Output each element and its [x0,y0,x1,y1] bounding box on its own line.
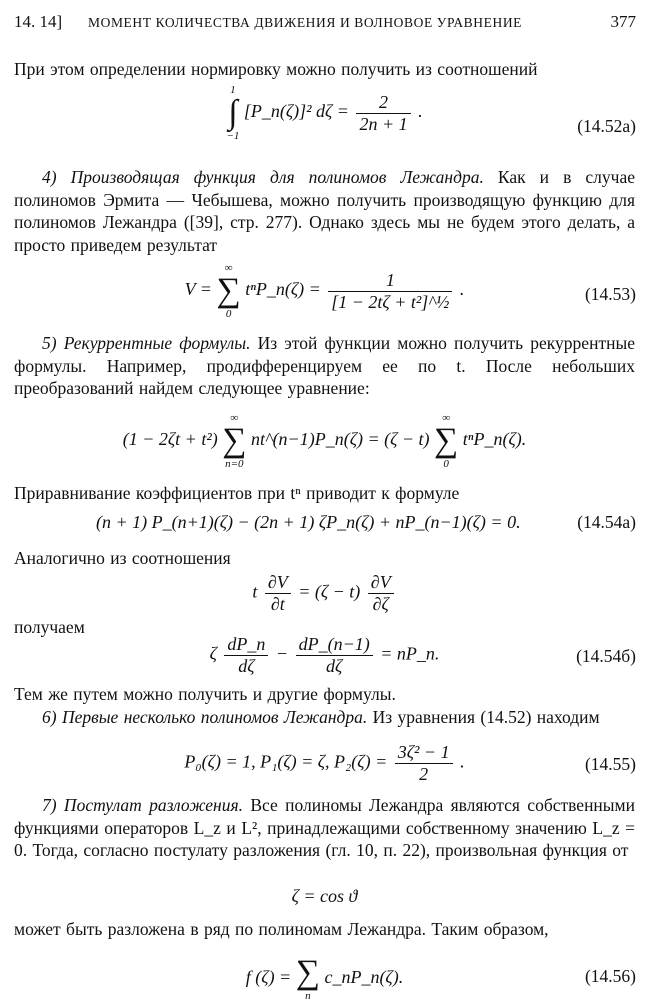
equation-14-54a: (n + 1) P_(n+1)(ζ) − (2n + 1) ζP_n(ζ) + nP_(n−1)(ζ) = 0. [96,512,521,532]
equation-14-56: f (ζ) = ∑ n c_nP_n(ζ). [245,954,404,1002]
paragraph-generating-function: 4) Производящая функция для полиномов Лежандра. Как и в случае полиномов Эрмита — Чебышева, можно получить производящую функцию для полиномов Лежандра ([39], стр. 277). Однако здесь мы не будем этого делать, а просто приведем результат [14,167,635,255]
paragraph-expansion-postulate: 7) Постулат разложения. Все полиномы Лежандра являются собственными функциями операторов L_z и L², принадлежащими собственному значению L_z = 0. Тогда, согласно постулату разложения (гл. 10, п. 22), произвольная функция от [14,795,635,861]
section-number: 14. 14] [14,12,63,31]
equation-recurrence-derivative: (1 − 2ζt + t²) ∞ ∑ n=0 nt^(n−1)P_n(ζ) = (ζ − t) ∞ ∑ 0 tⁿP_n(ζ). [122,412,527,471]
sum-sign: ∞ ∑ 0 [434,412,459,471]
equation-tag: (14.54б) [576,646,636,666]
fraction: $\frac{2}{2n + 1}$ [356,92,410,135]
fraction: $\frac{1}{\text{[1 − 2tζ + t²]\textasciicircum{}½}}$ [328,270,452,313]
equation-tag: (14.56) [584,966,636,986]
equation-14-55: P₀(ζ) = 1, P₁(ζ) = ζ, P₂(ζ) = $\frac{\text{3ζ² − 1}}{2}$ . [184,742,465,784]
page-number: 377 [610,12,636,31]
equation-tag: (14.55) [584,754,636,774]
equation-cos: ζ = cos ϑ [291,886,358,906]
running-header [14,12,636,32]
paragraph-analogous: Аналогично из соотношения [14,548,231,568]
fraction: $\frac{\text{3ζ² − 1}}{2}$ [395,742,453,785]
paragraph-recurrence: 5) Рекуррентные формулы. Из этой функции можно получить рекуррентные формулы. Например, продифференцируем ее по t. После небольших преобразований найдем следующее уравнение: [14,333,635,399]
equation-tag: (14.53) [584,284,636,304]
paragraph-other-formulas: Тем же путем можно получить и другие формулы. [14,684,396,704]
equation-tag: (14.54a) [577,512,636,532]
equation-14-54b: ζ $\frac{dP\_n}{d\zeta}$ − $\frac{dP\_(n-1)}{d\zeta}$ = nP_n. [209,634,440,676]
equation-dv-relation: t $\frac{\partial V}{\partial t}$ = (ζ − t) $\frac{\partial V}{\partial\zeta}$ [14,572,635,615]
running-title: МОМЕНТ КОЛИЧЕСТВА ДВИЖЕНИЯ И ВОЛНОВОЕ УРАВНЕНИЕ [88,15,523,30]
sum-sign: ∞ ∑ n=0 [222,412,247,471]
fraction: $\frac{dP\_n}{d\zeta}$ [224,634,268,677]
integral-sign: 1 ∫ −1 [226,84,240,143]
fraction: $\frac{\partial V}{\partial t}$ [265,572,291,615]
sum-sign: ∞ ∑ 0 [216,262,241,321]
fraction: $\frac{\partial V}{\partial\zeta}$ [368,572,394,615]
equation-14-52a: 1 ∫ −1 [P_n(ζ)]² dζ = $\frac{2}{2n + 1}$ . [226,84,423,143]
paragraph-normalization: При этом определении нормировку можно получить из соотношений [14,59,538,79]
fraction: $\frac{dP\_(n-1)}{d\zeta}$ [296,634,373,677]
paragraph-expanded: может быть разложена в ряд по полиномам Лежандра. Таким образом, [14,919,549,939]
paragraph-obtain: получаем [14,617,85,637]
paragraph-coefficients: Приравнивание коэффициентов при tⁿ приводит к формуле [14,483,460,503]
sum-sign: ∑ n [295,954,320,1002]
equation-tag: (14.52a) [577,116,636,136]
equation-14-53: V = ∞ ∑ 0 tⁿP_n(ζ) = $\frac{1}{\text{[1 − 2tζ + t²]\textasciicircum{}½}}$ . [184,262,465,321]
paragraph-first-polynomials: 6) Первые несколько полиномов Лежандра. Из уравнения (14.52) находим [42,707,600,727]
